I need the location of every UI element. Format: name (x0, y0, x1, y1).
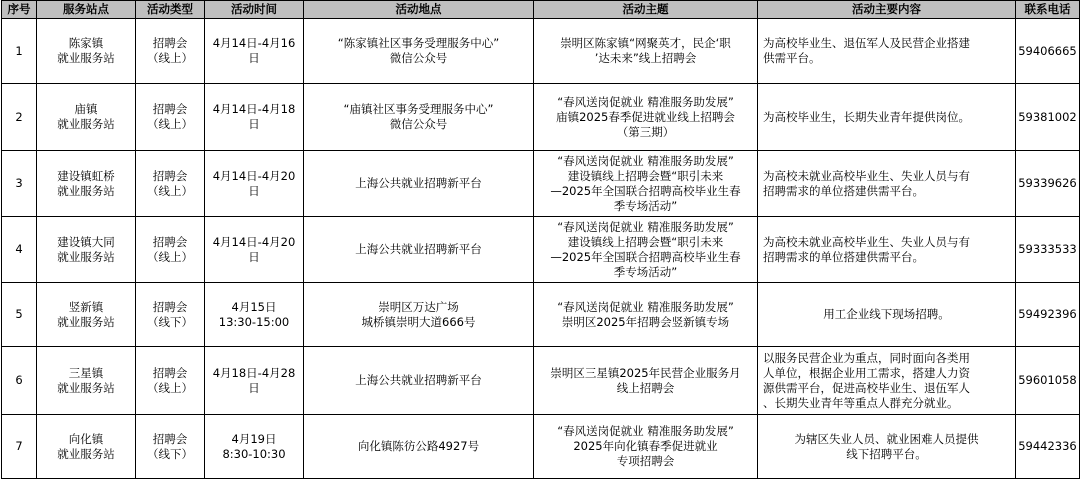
time-line: 4月14日-4月16日 (212, 36, 296, 65)
theme-line: 建设镇线上招聘会暨“职引未来 (567, 168, 724, 183)
content-line: 源供需平台，促进高校毕业生、退伍军人 (763, 380, 970, 395)
theme-line: “春风送岗促就业 精准服务助发展” (557, 153, 734, 168)
activity-location (304, 283, 534, 347)
station-line: 竖新镇 (68, 299, 104, 314)
theme-line: 崇明区三星镇2025年民营企业服务月 (550, 365, 741, 380)
activity-type (136, 283, 205, 347)
contact-phone: 59406665 (1016, 19, 1080, 84)
theme-line: 专项招聘会 (616, 454, 675, 468)
content-line: 人单位，根据企业用工需求，搭建人力资 (763, 365, 970, 380)
theme-line: 庙镇2025春季促进就业线上招聘会 (556, 109, 735, 124)
theme-line: 崇明区2025年招聘会竖新镇专场 (561, 314, 730, 329)
table-row (2, 84, 1080, 151)
theme-line: “春风送岗促就业 精准服务助发展” (557, 94, 734, 109)
station-line: 向化镇 (68, 431, 104, 446)
location-line: “庙镇社区事务受理服务中心” (343, 102, 494, 116)
location-line: 崇明区万达广场 (378, 299, 459, 314)
activity-content (758, 347, 1016, 415)
contact-phone: 59333533 (1016, 217, 1080, 283)
activity-location (304, 347, 534, 415)
row-number: 7 (2, 415, 37, 479)
col-header-theme: 活动主题 (534, 1, 758, 19)
time-line: 4月15日 (231, 299, 277, 314)
station-line: 建设镇大同 (57, 234, 115, 249)
col-header-phone: 联系电话 (1016, 1, 1080, 19)
type-line: 招聘会 (152, 102, 188, 116)
location-line: 微信公众号 (389, 51, 448, 65)
activity-location (304, 19, 534, 84)
location-line: 城桥镇崇明大道666号 (361, 314, 476, 329)
theme-line: “春风送岗促就业 精准服务助发展” (557, 299, 734, 314)
activity-content (758, 84, 1016, 151)
service-station (37, 151, 136, 217)
activity-time (205, 347, 304, 415)
theme-line: 季专场活动” (613, 264, 678, 279)
service-station (37, 19, 136, 84)
service-station (37, 347, 136, 415)
activity-time (205, 217, 304, 283)
station-line: 庙镇 (74, 102, 98, 116)
type-line: 招聘会 (152, 431, 188, 446)
time-line: 4月14日-4月20日 (212, 234, 296, 264)
contact-phone: 59339626 (1016, 151, 1080, 217)
station-line: 陈家镇 (68, 36, 104, 50)
content-line: 、长期失业青年等重点人群充分就业。 (763, 395, 959, 410)
time-line: 4月14日-4月18日 (212, 102, 296, 131)
activity-content (758, 415, 1016, 479)
activity-location (304, 415, 534, 479)
row-number: 5 (2, 283, 37, 347)
activity-content (758, 283, 1016, 347)
col-header-content: 活动主要内容 (758, 1, 1016, 19)
contact-phone: 59381002 (1016, 84, 1080, 151)
content-line: 为高校未就业高校毕业生、失业人员与有 (763, 234, 970, 249)
table-row (2, 283, 1080, 347)
activity-time (205, 415, 304, 479)
time-line: 4月19日 (231, 431, 277, 446)
station-line: 就业服务站 (57, 117, 115, 131)
activity-content (758, 19, 1016, 84)
type-line: （线上） (147, 51, 193, 65)
time-line: 4月18日-4月28日 (212, 365, 296, 395)
activity-time (205, 84, 304, 151)
col-header-station: 服务站点 (37, 1, 136, 19)
type-line: （线下） (147, 446, 193, 461)
theme-line: —2025年全国联合招聘高校毕业生春 (550, 249, 741, 264)
theme-line: 2025年向化镇春季促进就业 (573, 439, 718, 453)
service-station (37, 84, 136, 151)
table-row (2, 151, 1080, 217)
station-line: 就业服务站 (57, 51, 115, 65)
location-line: 向化镇陈彷公路4927号 (357, 439, 480, 453)
col-header-type: 活动类型 (136, 1, 205, 19)
type-line: （线上） (147, 117, 193, 131)
activity-type (136, 151, 205, 217)
content-line: 用工企业线下现场招聘。 (823, 307, 950, 321)
service-station (37, 283, 136, 347)
content-line: 线下招聘平台。 (846, 446, 927, 461)
activity-time (205, 19, 304, 84)
activity-location (304, 84, 534, 151)
activity-type (136, 347, 205, 415)
activity-theme (534, 217, 758, 283)
col-header-no: 序号 (2, 1, 37, 19)
activity-time (205, 283, 304, 347)
activity-content (758, 151, 1016, 217)
activity-theme (534, 347, 758, 415)
station-line: 三星镇 (68, 365, 104, 380)
station-line: 建设镇虹桥 (57, 168, 115, 183)
activity-theme (534, 84, 758, 151)
contact-phone: 59492396 (1016, 283, 1080, 347)
activity-type (136, 19, 205, 84)
theme-line: 建设镇线上招聘会暨“职引未来 (567, 234, 724, 249)
activity-time (205, 151, 304, 217)
row-number: 2 (2, 84, 37, 151)
table-row (2, 415, 1080, 479)
activity-schedule-table (1, 0, 1080, 479)
content-line: 招聘需求的单位搭建供需平台。 (763, 183, 924, 198)
content-line: 供需平台。 (763, 51, 821, 65)
header-row (2, 1, 1080, 19)
type-line: 招聘会 (152, 234, 188, 249)
content-line: 以服务民营企业为重点，同时面向各类用 (763, 350, 970, 365)
type-line: 招聘会 (152, 36, 188, 50)
station-line: 就业服务站 (57, 380, 115, 395)
table-row (2, 19, 1080, 84)
theme-line: 季专场活动” (613, 198, 678, 213)
service-station (37, 217, 136, 283)
type-line: （线上） (147, 380, 193, 395)
type-line: （线上） (147, 183, 193, 198)
contact-phone: 59442336 (1016, 415, 1080, 479)
station-line: 就业服务站 (57, 446, 115, 461)
station-line: 就业服务站 (57, 183, 115, 198)
time-line: 13:30-15:00 (218, 314, 290, 329)
type-line: 招聘会 (152, 365, 188, 380)
theme-line: 崇明区陈家镇“网聚英才，民企‘职 (560, 36, 731, 50)
row-number: 3 (2, 151, 37, 217)
type-line: （线上） (147, 249, 193, 264)
location-line: 微信公众号 (389, 117, 448, 131)
theme-line: 线上招聘会 (616, 380, 675, 395)
content-line: 为高校未就业高校毕业生、失业人员与有 (763, 168, 970, 183)
activity-type (136, 217, 205, 283)
content-line: 为高校毕业生，长期失业青年提供岗位。 (763, 109, 970, 124)
table-row (2, 217, 1080, 283)
location-line: 上海公共就业招聘新平台 (355, 373, 482, 387)
content-line: 为高校毕业生、退伍军人及民营企业搭建 (763, 36, 970, 50)
theme-line: —2025年全国联合招聘高校毕业生春 (550, 183, 741, 198)
activity-type (136, 415, 205, 479)
activity-theme (534, 19, 758, 84)
row-number: 6 (2, 347, 37, 415)
activity-location (304, 217, 534, 283)
activity-content (758, 217, 1016, 283)
activity-location (304, 151, 534, 217)
type-line: 招聘会 (152, 168, 188, 183)
station-line: 就业服务站 (57, 249, 115, 264)
row-number: 1 (2, 19, 37, 84)
activity-theme (534, 415, 758, 479)
station-line: 就业服务站 (57, 314, 115, 329)
location-line: 上海公共就业招聘新平台 (355, 176, 482, 190)
row-number: 4 (2, 217, 37, 283)
theme-line: ’达未来”线上招聘会 (594, 51, 697, 65)
service-station (37, 415, 136, 479)
location-line: 上海公共就业招聘新平台 (355, 242, 482, 256)
location-line: “陈家镇社区事务受理服务中心” (337, 36, 500, 50)
col-header-time: 活动时间 (205, 1, 304, 19)
contact-phone: 59601058 (1016, 347, 1080, 415)
activity-type (136, 84, 205, 151)
time-line: 4月14日-4月20日 (212, 168, 296, 198)
theme-line: （第三期） (616, 124, 675, 139)
theme-line: “春风送岗促就业 精准服务助发展” (557, 219, 734, 234)
type-line: 招聘会 (152, 299, 188, 314)
content-line: 为辖区失业人员、就业困难人员提供 (794, 431, 979, 446)
type-line: （线下） (147, 314, 193, 329)
col-header-location: 活动地点 (304, 1, 534, 19)
activity-theme (534, 151, 758, 217)
theme-line: “春风送岗促就业 精准服务助发展” (557, 424, 734, 438)
time-line: 8:30-10:30 (222, 446, 286, 461)
table-row (2, 347, 1080, 415)
activity-theme (534, 283, 758, 347)
content-line: 招聘需求的单位搭建供需平台。 (763, 249, 924, 264)
